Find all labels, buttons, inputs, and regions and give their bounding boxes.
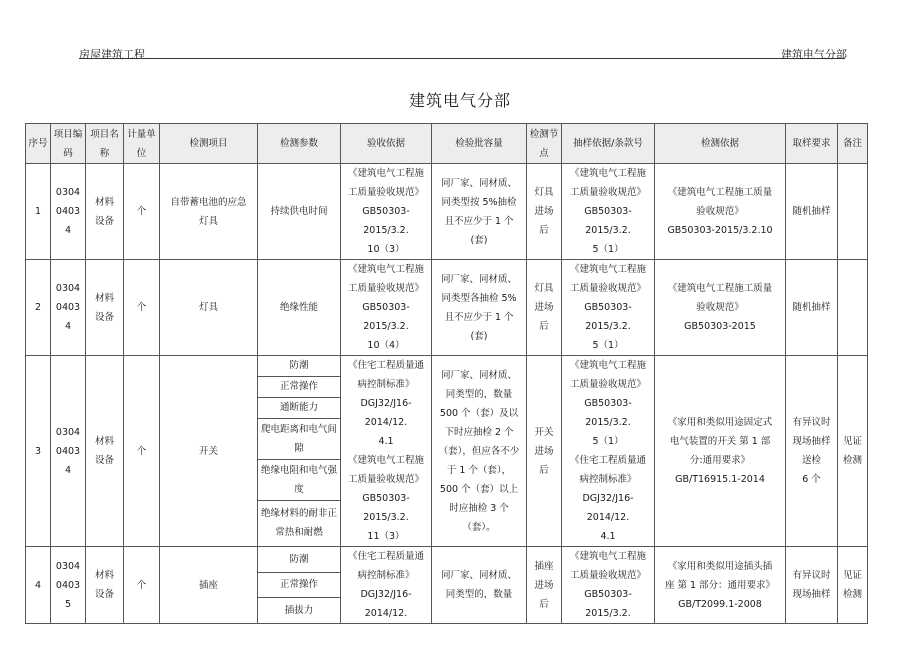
cell-method: 《建筑电气工程施工质量 验收规范》 GB50303-2015: [655, 260, 786, 356]
cell-param: 绝缘电阻和电气强 度: [258, 459, 341, 500]
cell-node: 灯具 进场 后: [527, 164, 562, 260]
header-row: [26, 124, 868, 164]
cell-sample-req: 有异议时 现场抽样 送检 6 个: [786, 356, 838, 547]
cell-param: 正常操作: [258, 376, 341, 397]
cell-sample-req: 有异议时 现场抽样: [786, 547, 838, 624]
cell-param: 持续供电时间: [258, 164, 341, 260]
cell-name: 材料 设备: [86, 260, 124, 356]
cell-item: 开关: [160, 356, 258, 547]
table-row: [26, 164, 868, 260]
page-title: 建筑电气分部: [408, 91, 511, 110]
cell-param: 插拔力: [258, 598, 341, 624]
cell-code: 0304 0403 4: [51, 260, 86, 356]
cell-node: 灯具 进场 后: [527, 260, 562, 356]
col-header: 抽样依据/条款号: [562, 124, 655, 164]
table-row: [26, 356, 868, 377]
cell-param: 防潮: [258, 356, 341, 377]
cell-unit: 个: [124, 164, 160, 260]
col-header: 项目名称: [86, 124, 124, 164]
cell-unit: 个: [124, 547, 160, 624]
cell-unit: 个: [124, 356, 160, 547]
cell-sampling: 《建筑电气工程施 工质量验收规范》 GB50303-2015/3.2. 5（1）: [562, 164, 655, 260]
cell-note: [838, 164, 868, 260]
cell-name: 材料 设备: [86, 547, 124, 624]
cell-note: 见证 检测: [838, 547, 868, 624]
cell-seq: 3: [26, 356, 51, 547]
col-header: 检测项目: [160, 124, 258, 164]
col-header: 备注: [838, 124, 868, 164]
cell-capacity: 同厂家、同材质、 同类型的，数量 500 个（套）及以 下时应抽检 2 个 （套），但应各不少 于 1 个（套）， 500 个（套）以上 时应抽检 3 个 （套）。: [432, 356, 527, 547]
table-row: [26, 547, 868, 573]
cell-param: 通断能力: [258, 397, 341, 418]
inspection-table: [25, 123, 868, 624]
cell-item: 插座: [160, 547, 258, 624]
cell-seq: 2: [26, 260, 51, 356]
header-divider: [79, 58, 845, 59]
cell-unit: 个: [124, 260, 160, 356]
header-right: 建筑电气分部: [781, 48, 847, 61]
header-left: 房屋建筑工程: [79, 48, 145, 61]
cell-param: 绝缘材料的耐非正 常热和耐燃: [258, 500, 341, 546]
cell-note: 见证 检测: [838, 356, 868, 547]
table-row: [26, 260, 868, 356]
col-header: 序号: [26, 124, 51, 164]
col-header: 验收依据: [341, 124, 432, 164]
cell-capacity: 同厂家、同材质、 同类型按 5%抽检 且不应少于 1 个 (套): [432, 164, 527, 260]
cell-sampling: 《建筑电气工程施 工质量验收规范》 GB50303-2015/3.2.: [562, 547, 655, 624]
cell-basis: 《住宅工程质量通 病控制标准》 DGJ32/J16-2014/12.: [341, 547, 432, 624]
cell-code: 0304 0403 4: [51, 164, 86, 260]
cell-name: 材料 设备: [86, 356, 124, 547]
cell-node: 开关 进场 后: [527, 356, 562, 547]
cell-item: 灯具: [160, 260, 258, 356]
cell-code: 0304 0403 5: [51, 547, 86, 624]
cell-item: 自带蓄电池的应急 灯具: [160, 164, 258, 260]
cell-name: 材料 设备: [86, 164, 124, 260]
cell-capacity: 同厂家、同材质、 同类型的，数量: [432, 547, 527, 624]
cell-code: 0304 0403 4: [51, 356, 86, 547]
cell-param: 绝缘性能: [258, 260, 341, 356]
col-header: 检测节点: [527, 124, 562, 164]
col-header: 检验批容量: [432, 124, 527, 164]
cell-basis: 《住宅工程质量通 病控制标准》 DGJ32/J16-2014/12. 4.1 《建筑电气工程施 工质量验收规范》 GB50303-2015/3.2. 11（3）: [341, 356, 432, 547]
cell-note: [838, 260, 868, 356]
cell-sampling: 《建筑电气工程施 工质量验收规范》 GB50303-2015/3.2. 5（1）: [562, 260, 655, 356]
cell-node: 插座 进场 后: [527, 547, 562, 624]
cell-method: 《建筑电气工程施工质量 验收规范》 GB50303-2015/3.2.10: [655, 164, 786, 260]
cell-sampling: 《建筑电气工程施 工质量验收规范》 GB50303-2015/3.2. 5（1） 《住宅工程质量通 病控制标准》 DGJ32/J16-2014/12. 4.1: [562, 356, 655, 547]
cell-param: 爬电距离和电气间 隙: [258, 418, 341, 459]
cell-param: 正常操作: [258, 572, 341, 598]
cell-basis: 《建筑电气工程施 工质量验收规范》 GB50303-2015/3.2. 10（3）: [341, 164, 432, 260]
cell-param: 防潮: [258, 547, 341, 573]
cell-sample-req: 随机抽样: [786, 164, 838, 260]
cell-method: 《家用和类似用途固定式 电气装置的开关 第 1 部 分:通用要求》 GB/T16915.1-2014: [655, 356, 786, 547]
col-header: 检测参数: [258, 124, 341, 164]
cell-sample-req: 随机抽样: [786, 260, 838, 356]
col-header: 检测依据: [655, 124, 786, 164]
col-header: 取样要求: [786, 124, 838, 164]
cell-basis: 《建筑电气工程施 工质量验收规范》 GB50303-2015/3.2. 10（4）: [341, 260, 432, 356]
cell-seq: 1: [26, 164, 51, 260]
cell-seq: 4: [26, 547, 51, 624]
col-header: 项目编码: [51, 124, 86, 164]
cell-capacity: 同厂家、同材质、 同类型各抽检 5% 且不应少于 1 个 (套): [432, 260, 527, 356]
cell-method: 《家用和类似用途插头插 座 第 1 部分：通用要求》 GB/T2099.1-2008: [655, 547, 786, 624]
col-header: 计量单位: [124, 124, 160, 164]
